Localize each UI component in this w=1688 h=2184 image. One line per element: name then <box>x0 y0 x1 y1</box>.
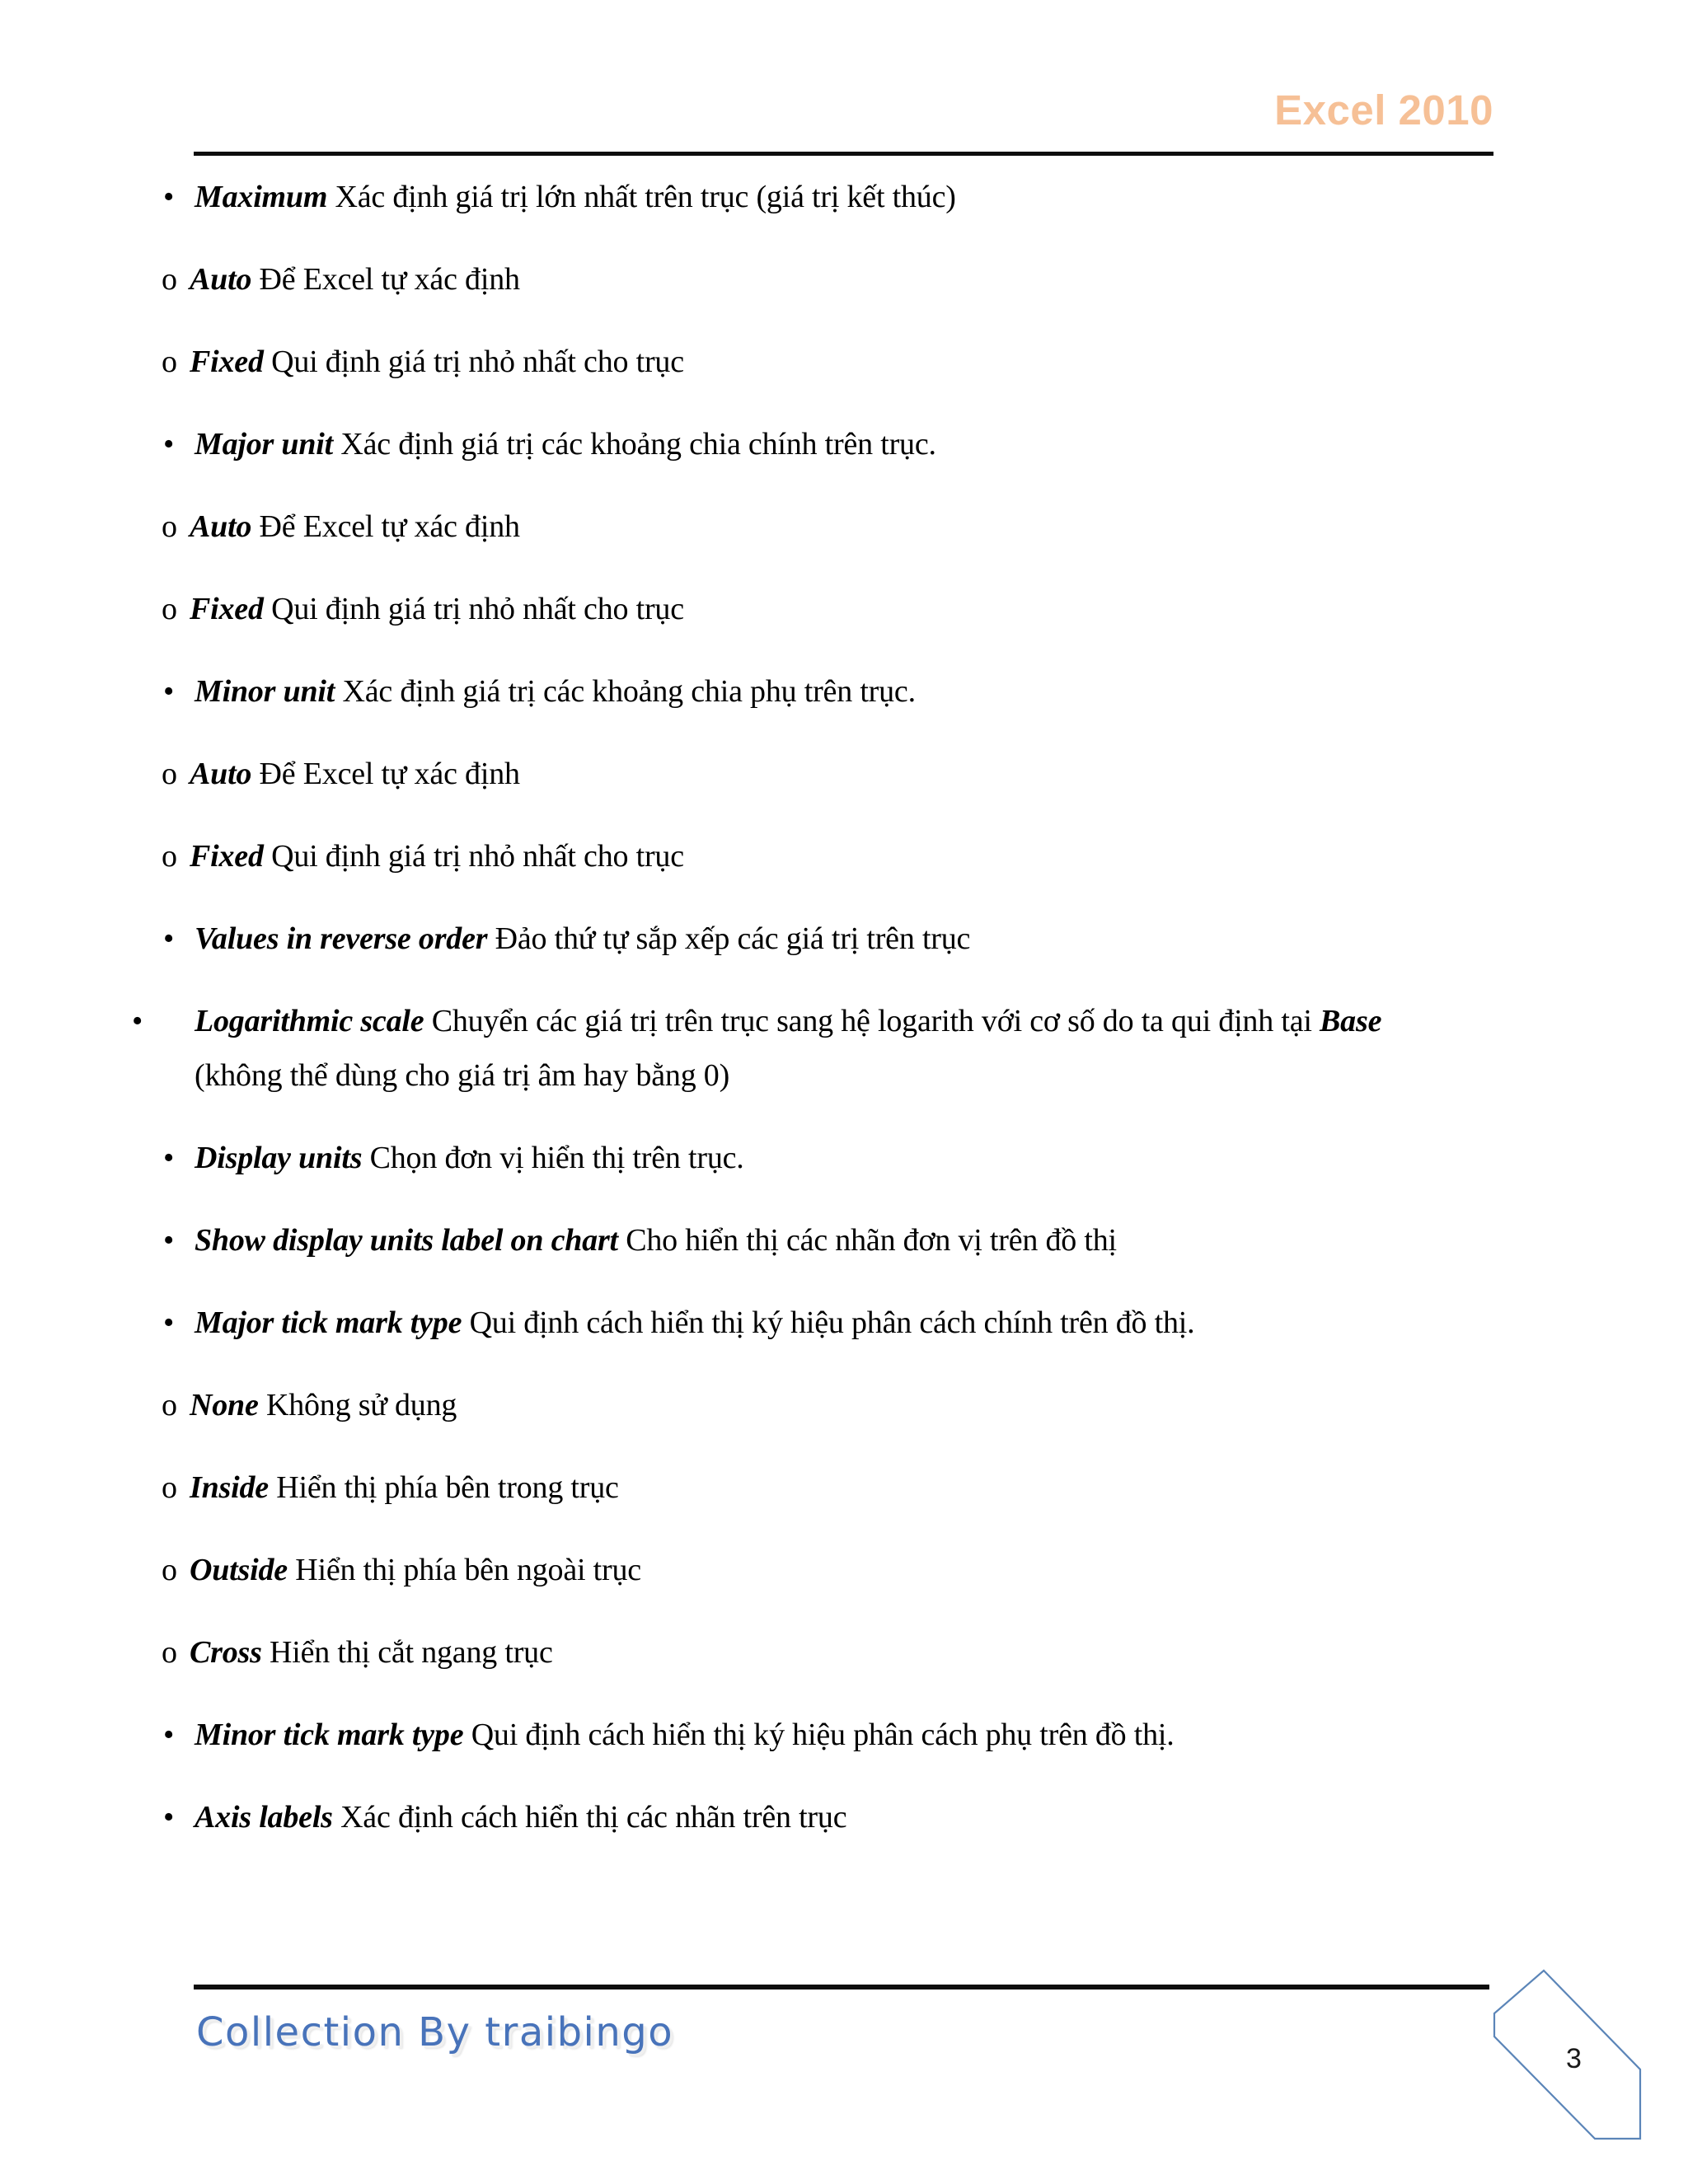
bullet-marker-icon: • <box>163 1141 175 1175</box>
circle-marker-icon: o <box>162 839 177 874</box>
term-description-continued: (không thể dùng cho giá trị âm hay bằng 0) <box>195 1058 730 1093</box>
document-body <box>0 170 1688 1872</box>
term-description: Để Excel tự xác định <box>251 757 520 791</box>
term-keyword: Cross <box>190 1635 262 1670</box>
term-keyword: Fixed <box>190 344 264 379</box>
page-header <box>0 0 1688 165</box>
term-keyword-secondary: Base <box>1320 1004 1382 1038</box>
term-keyword: Auto <box>190 262 252 297</box>
term-description: Để Excel tự xác định <box>251 262 520 297</box>
bullet-paragraph <box>0 664 1688 719</box>
term-keyword: Auto <box>190 509 252 544</box>
term-description: Hiển thị cắt ngang trục <box>261 1635 553 1670</box>
circle-marker-icon: o <box>162 262 177 297</box>
sub-bullet-paragraph <box>0 499 1688 554</box>
term-description: Chuyển các giá trị trên trục sang hệ logarith với cơ số do ta qui định tại <box>424 1004 1320 1038</box>
term-description: Qui định giá trị nhỏ nhất cho trục <box>263 344 684 379</box>
term-keyword: Inside <box>190 1470 269 1505</box>
term-keyword: Logarithmic scale <box>195 1004 424 1038</box>
bullet-marker-icon: • <box>163 180 175 214</box>
term-description: Xác định giá trị các khoảng chia phụ trên trục. <box>335 674 916 709</box>
term-keyword: Display units <box>195 1141 363 1175</box>
bullet-paragraph <box>0 417 1688 471</box>
term-description: Hiển thị phía bên ngoài trục <box>287 1553 641 1587</box>
term-keyword: Outside <box>190 1553 288 1587</box>
bullet-paragraph <box>0 912 1688 966</box>
term-keyword: Minor tick mark type <box>195 1718 464 1752</box>
circle-marker-icon: o <box>162 509 177 544</box>
term-description: Qui định giá trị nhỏ nhất cho trục <box>263 592 684 626</box>
sub-bullet-paragraph <box>0 829 1688 883</box>
bullet-paragraph <box>0 1708 1688 1762</box>
term-keyword: None <box>190 1388 259 1422</box>
sub-bullet-paragraph <box>0 252 1688 307</box>
term-description: Xác định giá trị lớn nhất trên trục (giá trị kết thúc) <box>327 180 956 214</box>
sub-bullet-paragraph <box>0 582 1688 636</box>
circle-marker-icon: o <box>162 1635 177 1670</box>
bullet-marker-icon: • <box>163 427 175 462</box>
term-keyword: Auto <box>190 757 252 791</box>
bullet-paragraph <box>0 994 1688 1103</box>
page-footer <box>0 1970 1688 2184</box>
term-keyword: Minor unit <box>195 674 335 709</box>
bullet-marker-icon: • <box>163 1223 175 1258</box>
sub-bullet-paragraph <box>0 747 1688 801</box>
sub-bullet-paragraph <box>0 335 1688 389</box>
page-number-badge <box>1471 1971 1684 2165</box>
bullet-marker-icon: • <box>163 1305 175 1340</box>
circle-marker-icon: o <box>162 344 177 379</box>
term-description: Hiển thị phía bên trong trục <box>268 1470 619 1505</box>
footer-credit: Collection By traibingo <box>196 2009 674 2055</box>
circle-marker-icon: o <box>162 592 177 626</box>
term-keyword: Fixed <box>190 839 264 874</box>
bullet-paragraph <box>0 1790 1688 1844</box>
sub-bullet-paragraph <box>0 1460 1688 1515</box>
bullet-marker-icon: • <box>163 921 175 956</box>
circle-marker-icon: o <box>162 757 177 791</box>
bullet-paragraph <box>0 170 1688 224</box>
term-description: Qui định giá trị nhỏ nhất cho trục <box>263 839 684 874</box>
bullet-paragraph <box>0 1296 1688 1350</box>
term-description: Xác định giá trị các khoảng chia chính trên trục. <box>333 427 936 462</box>
bullet-paragraph <box>0 1213 1688 1268</box>
term-keyword: Values in reverse order <box>195 921 488 956</box>
bullet-marker-icon: • <box>163 1718 175 1752</box>
header-divider <box>194 152 1493 156</box>
term-keyword: Major unit <box>195 427 334 462</box>
sub-bullet-paragraph <box>0 1625 1688 1680</box>
header-title: Excel 2010 <box>1274 87 1493 134</box>
page-number: 3 <box>1566 2043 1582 2074</box>
term-description: Cho hiển thị các nhãn đơn vị trên đồ thị <box>617 1223 1117 1258</box>
footer-divider <box>194 1985 1489 1990</box>
term-keyword: Show display units label on chart <box>195 1223 618 1258</box>
sub-bullet-paragraph <box>0 1378 1688 1432</box>
term-description: Để Excel tự xác định <box>251 509 520 544</box>
term-description: Qui định cách hiển thị ký hiệu phân cách phụ trên đồ thị. <box>463 1718 1175 1752</box>
bullet-marker-icon: • <box>163 1800 175 1835</box>
term-description: Xác định cách hiển thị các nhãn trên trục <box>332 1800 847 1835</box>
term-description: Không sử dụng <box>258 1388 457 1422</box>
sub-bullet-paragraph <box>0 1543 1688 1597</box>
circle-marker-icon: o <box>162 1388 177 1422</box>
term-description: Đảo thứ tự sắp xếp các giá trị trên trục <box>487 921 971 956</box>
term-description: Qui định cách hiển thị ký hiệu phân cách chính trên đồ thị. <box>462 1305 1195 1340</box>
term-keyword: Maximum <box>195 180 328 214</box>
term-keyword: Fixed <box>190 592 264 626</box>
bullet-marker-icon: • <box>132 1004 143 1038</box>
bullet-marker-icon: • <box>163 674 175 709</box>
bullet-paragraph <box>0 1131 1688 1185</box>
circle-marker-icon: o <box>162 1553 177 1587</box>
circle-marker-icon: o <box>162 1470 177 1505</box>
term-keyword: Axis labels <box>195 1800 333 1835</box>
term-description: Chọn đơn vị hiển thị trên trục. <box>362 1141 744 1175</box>
term-keyword: Major tick mark type <box>195 1305 462 1340</box>
